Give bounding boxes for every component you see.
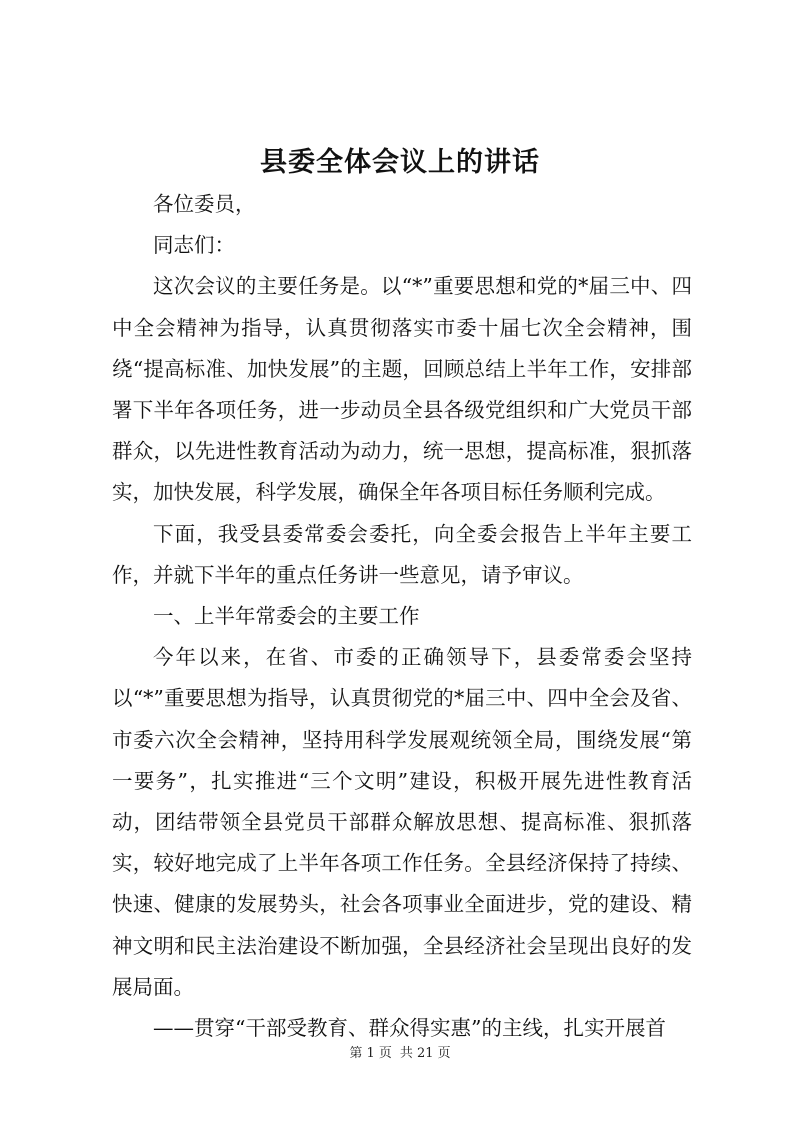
salutation-members: 各位委员， (153, 192, 256, 216)
section-heading-1: 一、上半年常委会的主要工作 (153, 604, 420, 629)
paragraph-report-intro: 下面，我受县委常委会委托，向全委会报告上半年主要工作，并就下半年的重点任务讲一些意见，请予审议。 (112, 521, 692, 587)
page-number: 第 1 页 (349, 1046, 392, 1061)
paragraph-meeting-task: 这次会议的主要任务是。以“*”重要思想和党的*届三中、四中全会精神为指导，认真贯彻落实市委十届七次全会精神，围绕“提高标准、加快发展”的主题，回顾总结上半年工作，安排部署下半年各项任务，进一步动员全县各级党组织和广大党员干部群众，以先进性教育活动为动力，统一思想，提高标准，狠抓落实，加快发展，科学发展，确保全年各项目标任务顺利完成。 (112, 274, 692, 505)
paragraph-first-half-summary: 今年以来，在省、市委的正确领导下，县委常委会坚持以“*”重要思想为指导，认真贯彻党的*届三中、四中全会及省、市委六次全会精神，坚持用科学发展观统领全局，围绕发展“第一要务”，扎实推进“三个文明”建设，积极开展先进性教育活动，团结带领全县党员干部群众解放思想、提高标准、狠抓落实，较好地完成了上半年各项工作任务。全县经济保持了持续、快速、健康的发展势头，社会各项事业全面进步，党的建设、精神文明和民主法治建设不断加强，全县经济社会呈现出良好的发展局面。 (112, 645, 692, 999)
document-body (112, 184, 692, 1049)
total-pages: 共 21 页 (399, 1046, 451, 1061)
paragraph-main-line: ——贯穿“干部受教育、群众得实惠”的主线，扎实开展首 (153, 1016, 666, 1041)
page-footer (0, 1044, 800, 1064)
salutation-comrades: 同志们： (153, 233, 235, 258)
document-title: 县委全体会议上的讲话 (260, 147, 540, 178)
